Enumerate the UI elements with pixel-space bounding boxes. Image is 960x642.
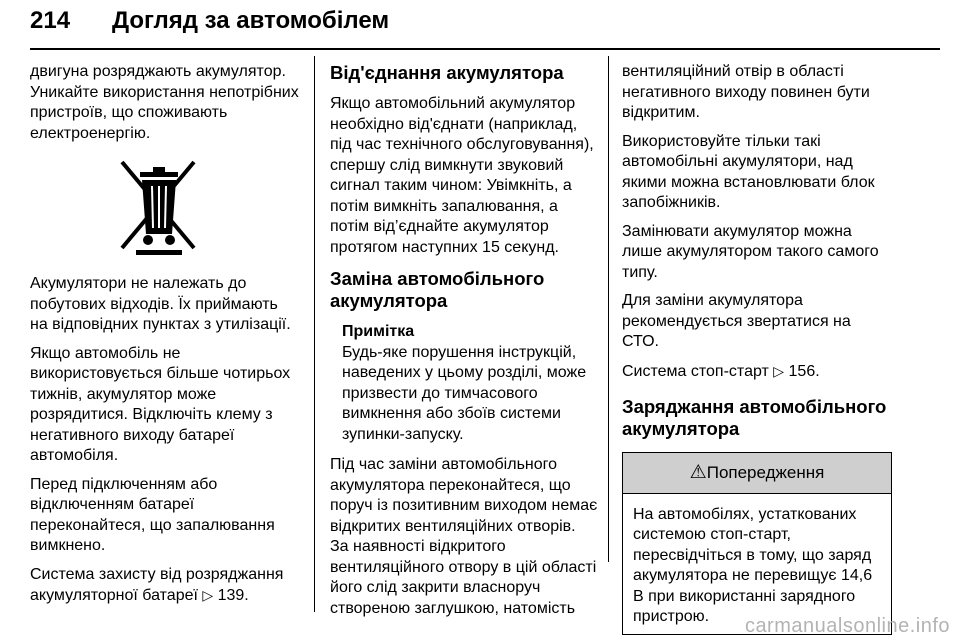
paragraph-ignition-check: Перед підключенням або відключенням батареї переконайтеся, що запалювання вимкнено. <box>30 475 275 554</box>
page-reference-link[interactable]: 139. <box>217 587 249 604</box>
section-heading-charging: Заряджання автомобільного акумулятора <box>622 396 887 439</box>
paragraph-service-station: Для заміни акумулятора рекомендується звертатися на СТО. <box>622 292 851 350</box>
column-2 <box>330 62 598 627</box>
column-divider-1 <box>314 56 315 612</box>
chapter-title: Догляд за автомобілем <box>112 7 390 34</box>
watermark: carmanualsonline.info <box>744 615 950 637</box>
paragraph-same-type: Замінювати акумулятор можна лише акумулятором такого самого типу. <box>622 222 879 281</box>
column-1 <box>30 62 300 615</box>
page-reference-arrow-icon: ▷ <box>773 362 785 379</box>
paragraph-negative-vent: вентиляційний отвір в області негативного виходу повинен бути відкритим. <box>622 63 870 121</box>
paragraph-disposal: Акумулятори не належать до побутових відходів. Їх приймають на відповідних пунктах з утилізації. <box>30 275 291 333</box>
paragraph-vent-openings: Під час заміни автомобільного акумулятора переконайтеся, що поруч із позитивним виходом немає відкритих вентиляційних отворів. За наявності відкритого вентиляційного отвору в цій області його слід закрити власноруч створеною заглушкою, натомість <box>330 456 598 617</box>
paragraph-battery-type-fuse: Використовуйте тільки такі автомобільні акумулятори, над якими можна встановлювати блок запобіжників. <box>622 132 875 211</box>
paragraph-disconnect: Якщо автомобільний акумулятор необхідно від'єднати (наприклад, під час технічного обслуговування), спершу слід вимкнути звуковий сигнал таким чином: Увімкніть, а потім вимкніть запалювання, а потім від’єднайте акумулятор протягом наступних 15 секунд. <box>330 95 594 256</box>
warning-header <box>623 453 891 494</box>
crossed-out-bin-icon <box>118 158 200 256</box>
paragraph-battery-drain: двигуна розряджають акумулятор. Уникайте використання непотрібних пристроїв, що споживають електроенергію. <box>30 63 299 142</box>
column-divider-2 <box>608 56 609 562</box>
page-number: 214 <box>30 7 71 34</box>
section-heading-replacement: Заміна автомобільного акумулятора <box>330 268 545 311</box>
paragraph-discharge-protection: Система захисту від розряджання акумуляторної батареї ▷ 139. <box>30 565 284 604</box>
warning-box <box>622 452 892 635</box>
page-header <box>30 6 940 50</box>
page-reference-arrow-icon: ▷ <box>202 587 214 603</box>
note-title: Примітка <box>342 323 415 340</box>
warning-title: Попередження <box>706 463 825 482</box>
paragraph-stop-start: Система стоп-старт ▷ 156. <box>622 362 820 380</box>
note-text: Будь-яке порушення інструкцій, наведених у цьому розділі, може призвести до тимчасового вимкнення або збоїв системи зупинки-запуску. <box>342 343 587 443</box>
warning-text: На автомобілях, устаткованих системою стоп-старт, пересвідчіться в тому, що заряд акумулятора не перевищує 14,6 В при використанні зарядного пристрою. <box>633 505 873 625</box>
column-3 <box>622 62 890 635</box>
warning-triangle-icon: ⚠ <box>689 462 707 483</box>
paragraph-long-storage: Якщо автомобіль не використовується більше чотирьох тижнів, акумулятор може розрядитися. Відключіть клему з негативного виходу батареї автомобіля. <box>30 344 291 464</box>
note-block <box>330 322 598 445</box>
page-reference-link[interactable]: 156. <box>788 362 820 380</box>
section-heading-disconnect: Від'єднання акумулятора <box>330 62 564 83</box>
